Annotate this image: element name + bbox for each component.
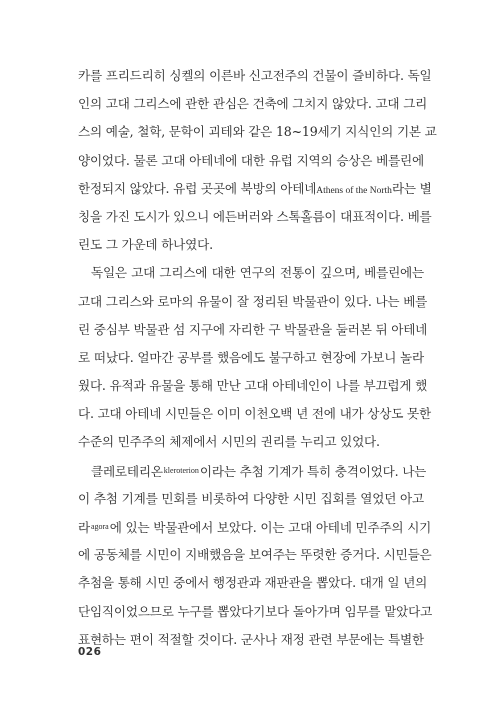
text-span: 에 공동체를 시민이 지배했음을 보여주는 뚜렷한 증거다. 시민들은 [78, 547, 432, 563]
text-line [78, 485, 424, 513]
text-line [78, 400, 431, 428]
text-line [78, 175, 432, 203]
text-span: 이라는 추첨 기계가 특히 충격이었다. 나는 [199, 463, 427, 479]
page-number: 026 [78, 646, 102, 658]
text-span: 수준의 민주주의 체제에서 시민의 권리를 누리고 있었다. [78, 434, 380, 450]
gloss-athens-of-the-north: Athens of the North [316, 185, 392, 196]
text-line [78, 231, 424, 259]
gloss-agora: agora [90, 522, 109, 531]
text-line [78, 316, 428, 344]
text-span: 추첨을 통해 시민 중에서 행정관과 재판관을 뽑았다. 대개 일 년의 [78, 575, 428, 591]
text-span: 라는 별 [391, 180, 432, 196]
text-line [78, 428, 424, 456]
text-line [78, 513, 432, 541]
text-line [78, 118, 437, 146]
text-line [78, 62, 432, 90]
text-line [78, 259, 424, 287]
text-line [78, 626, 424, 654]
text-span: 린도 그 가운데 하나였다. [78, 237, 213, 253]
text-span: 웠다. 유적과 유물을 통해 만난 고대 아테네인이 나를 부끄럽게 했 [78, 378, 428, 394]
text-span: 다. 고대 아테네 시민들은 이미 이천오백 년 전에 내가 상상도 못한 [78, 406, 431, 422]
text-line [78, 541, 432, 569]
body-text [78, 62, 437, 654]
text-line [78, 598, 433, 626]
text-span: 로 떠났다. 얼마간 공부를 했음에도 불구하고 현장에 가보니 놀라 [78, 349, 424, 365]
text-line [78, 457, 427, 485]
text-line [78, 372, 428, 400]
text-line [78, 90, 428, 118]
text-span: 고대 그리스와 로마의 유물이 잘 정리된 박물관이 있다. 나는 베를 [78, 293, 428, 309]
text-line [78, 288, 428, 316]
text-span: 단임직이었으므로 누구를 뽑았다기보다 돌아가며 임무를 맡았다고 [78, 603, 433, 619]
text-span: 양이었다. 물론 고대 아테네에 대한 유럽 지역의 승상은 베를린에 [78, 152, 424, 168]
text-span: 독일은 고대 그리스에 대한 연구의 전통이 깊으며, 베를린에는 [91, 265, 424, 281]
text-span: 이 추첨 기계를 민회를 비롯하여 다양한 시민 집회를 열었던 아고 [78, 490, 424, 506]
text-line [78, 344, 424, 372]
text-span: 인의 고대 그리스에 관한 관심은 건축에 그치지 않았다. 고대 그리 [78, 96, 428, 112]
text-line [78, 569, 428, 597]
gloss-kleroterion: kleroterion [163, 465, 199, 475]
text-line [78, 147, 424, 175]
text-span: 표현하는 편이 적절할 것이다. 군사나 재정 관련 부문에는 특별한 [78, 631, 424, 647]
text-line [78, 203, 432, 231]
text-span: 라 [78, 520, 90, 535]
text-span: 칭을 가진 도시가 있으니 에든버러와 스톡홀름이 대표적이다. 베를 [78, 208, 432, 224]
text-span: 한정되지 않았다. 유럽 곳곳에 북방의 아테네 [78, 180, 317, 196]
text-span: 에 있는 박물관에서 보았다. 이는 고대 아테네 민주주의 시기 [109, 520, 432, 535]
text-span: 린 중심부 박물관 섬 지구에 자리한 구 박물관을 둘러본 뒤 아테네 [78, 321, 428, 337]
text-span: 클레로테리온 [91, 463, 163, 479]
text-span: 스의 예술, 철학, 문학이 괴테와 같은 18~19세기 지식인의 기본 교 [78, 124, 437, 140]
text-span: 카를 프리드리히 싱켈의 이른바 신고전주의 건물이 즐비하다. 독일 [78, 68, 432, 83]
